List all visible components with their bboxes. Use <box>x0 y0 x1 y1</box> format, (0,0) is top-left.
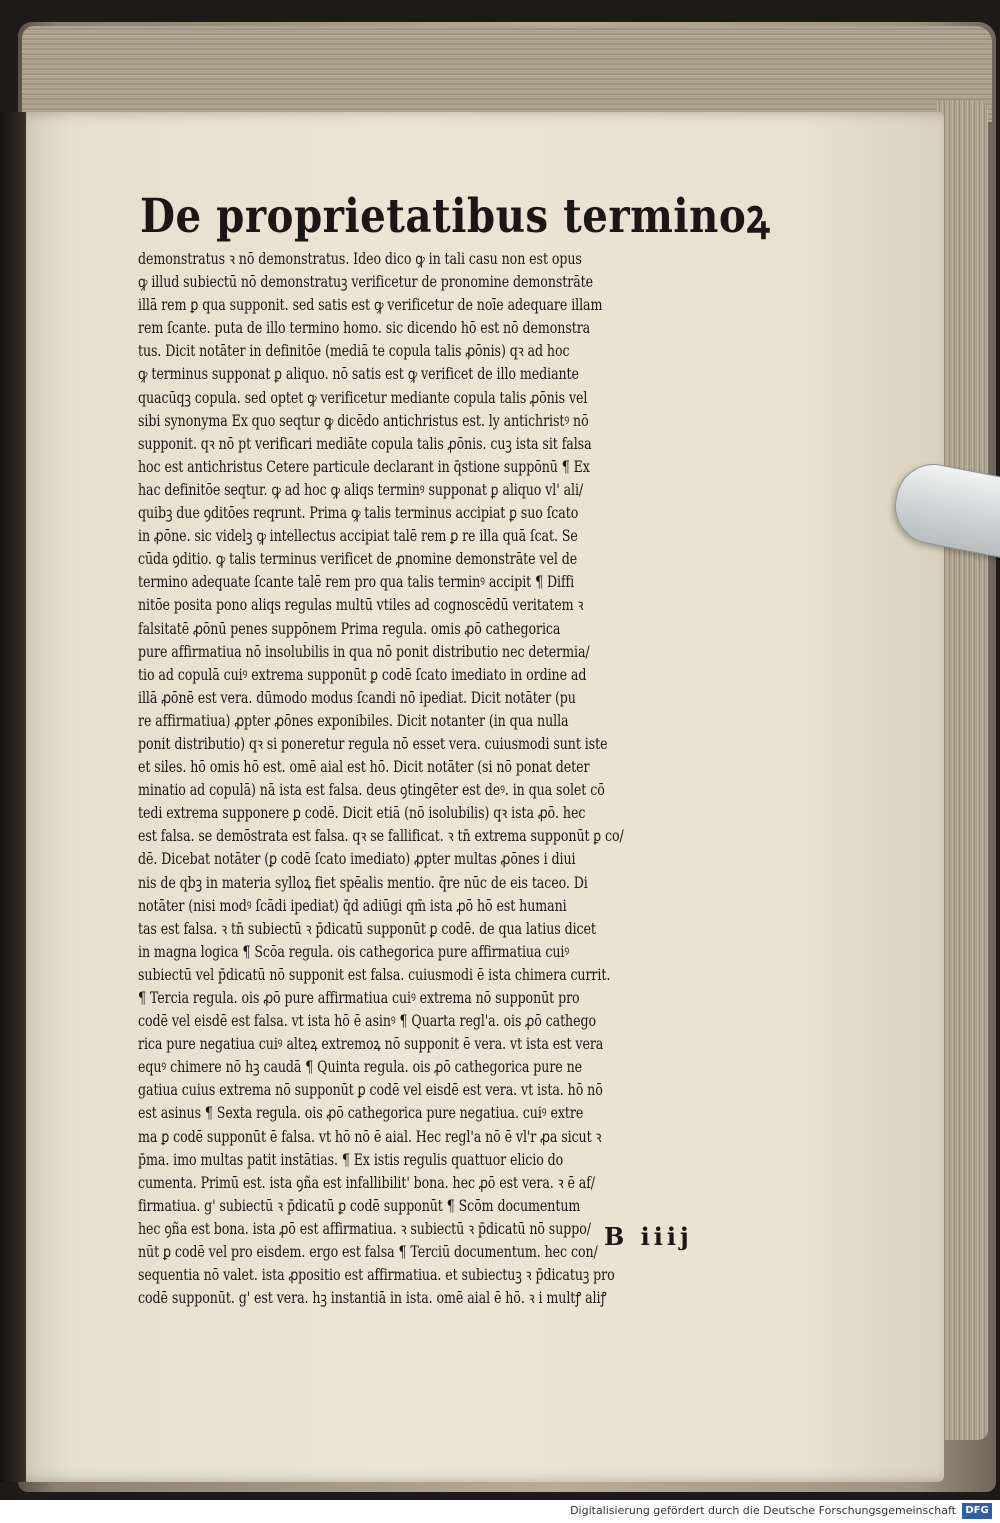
running-head: De proprietatibus terminoꝝ <box>140 189 771 244</box>
text-line: in magna logica ¶ Scōa regula. ois cathegorica pure affirmatiua cuiꝰ <box>138 942 570 961</box>
page-top-edges <box>22 26 992 122</box>
text-line: firmatiua. g' subiectū ꝛ p̄dicatū ꝑ codē supponūt ¶ Scōm documentum <box>138 1196 581 1215</box>
text-line: gatiua cuius extrema nō supponūt ꝑ codē vel eisdē est vera. vt ista. hō nō <box>138 1081 603 1100</box>
text-line: hac definitōe seqtur. ꝙ ad hoc ꝙ aliqs terminꝰ supponat ꝑ aliquo vl' ali/ <box>138 480 584 499</box>
text-line: illā rem ꝑ qua supponit. sed satis est ꝙ verificetur de noīe adequare illam <box>138 296 603 315</box>
text-line: ¶ Tercia regula. ois ꝓō pure affirmatiua cuiꝰ extrema nō supponūt pro <box>138 989 580 1007</box>
signature-mark: B iiij <box>604 1222 693 1251</box>
text-line: ꝙ terminus supponat ꝑ aliquo. nō satis est ꝙ verificet de illo mediante <box>138 365 579 384</box>
text-line: est falsa. se demōstrata est falsa. qꝛ se fallificat. ꝛ tn̄ extrema supponūt ꝑ co/ <box>138 827 624 846</box>
text-line: notāter (nisi modꝰ ſcādi ipediat) q̄d adiūgi qm̄ ista ꝓō hō est humani <box>138 896 567 915</box>
text-line: rica pure negatiua cuiꝰ alteꝝ extremoꝝ nō supponit ē vera. vt ista est vera <box>138 1035 604 1054</box>
text-line: p̄ma. imo multas patit instātias. ¶ Ex istis regulis quattuor elicio do <box>138 1150 564 1169</box>
text-line: quacūqꝫ copula. sed optet ꝙ verificetur mediante copula talis ꝓōnis vel <box>138 388 588 407</box>
text-line: dē. Dicebat notāter (ꝑ codē ſcato imediato) ꝓpter multas ꝓōnes i diui <box>138 850 576 869</box>
binding-gutter <box>0 112 26 1482</box>
text-line: ma ꝑ codē supponūt ē falsa. vt hō nō ē aial. Hec regl'a nō ē vl'r ꝓa sicut ꝛ <box>138 1127 602 1146</box>
text-line: et siles. hō omis hō est. omē aial est hō. Dicit notāter (si nō ponat deter <box>138 758 590 777</box>
text-line: cumenta. Primū est. ista ꝯña est infallibilit' bona. hec ꝓō est vera. ꝛ ē af/ <box>138 1173 595 1192</box>
text-line: quibꝫ due ꝯditōes reqrunt. Prima ꝙ talis terminus accipiat ꝑ suo ſcato <box>138 504 579 523</box>
text-line: re affirmatiua) ꝓpter ꝓōnes exponibiles. Dicit notanter (in qua nulla <box>138 711 569 730</box>
body-text <box>138 248 728 1310</box>
text-line: termino adequate ſcante talē rem pro qua talis terminꝰ accipit ¶ Diffi <box>138 573 575 592</box>
text-line: equꝰ chimere nō hꝫ caudā ¶ Quinta regula. ois ꝓō cathegorica pure ne <box>138 1058 583 1077</box>
text-line: nitōe posita pono aliqs regulas multū vtiles ad cognoscēdū veritatem ꝛ <box>138 596 584 615</box>
text-line: sibi synonyma Ex quo seqtur ꝙ dicēdo antichristus est. ly antichristꝰ nō <box>138 411 589 430</box>
text-line: nūt ꝑ codē vel pro eisdem. ergo est falsa ¶ Terciū documentum. hec con/ <box>138 1243 598 1262</box>
text-line: in ꝓōne. sic videlꝫ ꝙ intellectus accipiat talē rem ꝑ re illa quā ſcat. Se <box>138 527 578 546</box>
text-line: subiectū vel p̄dicatū nō supponit est falsa. cuiusmodi ē ista chimera currit. <box>138 965 611 984</box>
text-line: ꝙ illud subiectū nō demonstratuꝫ verificetur de pronomine demonstrāte <box>138 273 594 292</box>
text-line: tus. Dicit notāter in definitōe (mediā te copula talis ꝓōnis) qꝛ ad hoc <box>138 342 570 361</box>
text-line: nis de qbꝫ in materia sylloꝝ fiet spēalis mentio. q̄re nūc de eis taceo. Di <box>138 873 588 892</box>
text-line: rem ſcante. puta de illo termino homo. sic dicendo hō est nō demonstra <box>138 319 591 338</box>
dfg-logo: DFG <box>962 1503 992 1519</box>
text-line: falsitatē ꝓōnū penes suppōnem Prima regula. omis ꝓō cathegorica <box>138 619 561 638</box>
text-line: ponit distributio) qꝛ si poneretur regula nō esset vera. cuiusmodi sunt iste <box>138 734 608 753</box>
text-line: supponit. qꝛ nō pt verificari mediāte copula talis ꝓōnis. cuꝫ ista sit falsa <box>138 434 592 453</box>
text-line: pure affirmatiua nō insolubilis in qua nō ponit distributio nec determia/ <box>138 642 590 661</box>
text-line: cūda ꝯditio. ꝙ talis terminus verificet de ꝓnomine demonstrāte vel de <box>138 550 578 569</box>
text-line: demonstratus ꝛ nō demonstratus. Ideo dico ꝙ in tali casu non est opus <box>138 250 582 268</box>
text-line: tas est falsa. ꝛ tn̄ subiectū ꝛ p̄dicatū supponūt ꝑ codē. de qua latius dicet <box>138 919 596 938</box>
text-line: codē vel eisdē est falsa. vt ista hō ē asinꝰ ¶ Quarta regl'a. ois ꝓō cathego <box>138 1012 597 1031</box>
text-line: minatio ad copulā) nā ista est falsa. deus ꝯtingēter est deꝰ. in qua solet cō <box>138 781 605 800</box>
text-line: est asinus ¶ Sexta regula. ois ꝓō cathegorica pure negatiua. cuiꝰ extre <box>138 1104 584 1123</box>
text-line: sequentia nō valet. ista ꝓpositio est affirmatiua. et subiectuꝫ ꝛ p̄dicatuꝫ pro <box>138 1266 615 1285</box>
footer-credit: Digitalisierung gefördert durch die Deutsche Forschungsgemeinschaft <box>570 1504 956 1517</box>
text-line: hoc est antichristus Cetere particule declarant in q̄stione suppōnū ¶ Ex <box>138 457 590 476</box>
text-block <box>138 189 771 1310</box>
text-line: codē supponūt. g' est vera. hꝫ instantiā in ista. omē aial ē hō. ꝛ i multꝭ aliꝭ <box>138 1289 607 1308</box>
footer-bar <box>0 1500 1000 1523</box>
text-line: hec ꝯña est bona. ista ꝓō est affirmatiua. ꝛ subiectū ꝛ p̄dicatū nō suppo/ <box>138 1219 591 1238</box>
text-line: illā ꝓōnē est vera. dūmodo modus ſcandi nō ipediat. Dicit notāter (pu <box>138 688 576 707</box>
text-line: tedi extrema supponere ꝑ codē. Dicit etiā (nō isolubilis) qꝛ ista ꝓō. hec <box>138 804 586 823</box>
text-line: tio ad copulā cuiꝰ extrema supponūt ꝑ codē ſcato imediato in ordine ad <box>138 665 587 684</box>
